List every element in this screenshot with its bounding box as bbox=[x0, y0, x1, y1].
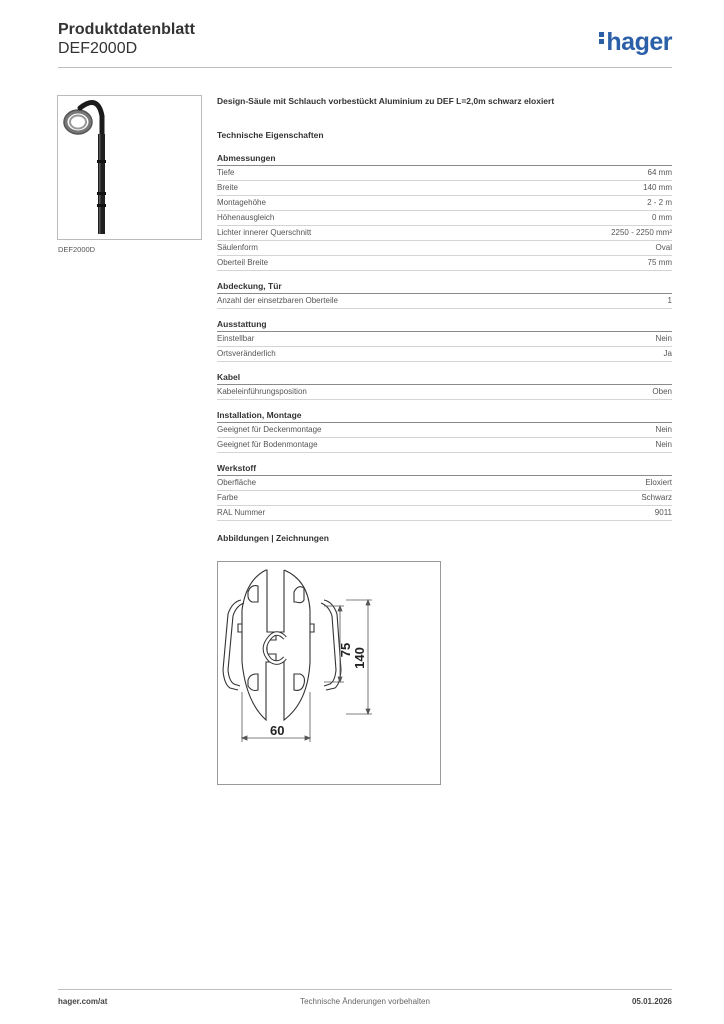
spec-content bbox=[217, 96, 672, 547]
spec-label: Breite bbox=[217, 183, 238, 192]
spec-label: Lichter innerer Querschnitt bbox=[217, 228, 312, 237]
dimension-outer-label: 140 bbox=[352, 647, 367, 669]
spec-section bbox=[217, 280, 672, 309]
spec-value: 64 mm bbox=[647, 168, 672, 177]
section-title: Kabel bbox=[217, 371, 672, 385]
spec-row bbox=[217, 241, 672, 256]
section-title: Werkstoff bbox=[217, 462, 672, 476]
image-caption: DEF2000D bbox=[58, 245, 96, 254]
header-divider bbox=[58, 67, 672, 68]
spec-row bbox=[217, 506, 672, 521]
spec-label: Ortsveränderlich bbox=[217, 349, 276, 358]
section-title: Abdeckung, Tür bbox=[217, 280, 672, 294]
spec-label: Farbe bbox=[217, 493, 238, 502]
spec-value: Oval bbox=[655, 243, 672, 252]
product-description: Design-Säule mit Schlauch vorbestückt Aluminium zu DEF L=2,0m schwarz eloxiert bbox=[217, 96, 555, 106]
spec-row bbox=[217, 332, 672, 347]
technical-drawing bbox=[217, 561, 441, 785]
spec-value: Eloxiert bbox=[645, 478, 672, 487]
design-column-icon bbox=[58, 96, 201, 239]
spec-section bbox=[217, 152, 672, 271]
section-title: Installation, Montage bbox=[217, 409, 672, 423]
spec-label: Kabeleinführungsposition bbox=[217, 387, 307, 396]
spec-value: 1 bbox=[667, 296, 672, 305]
page-header bbox=[58, 20, 672, 58]
spec-row bbox=[217, 385, 672, 400]
spec-label: RAL Nummer bbox=[217, 508, 266, 517]
footer-date: 05.01.2026 bbox=[631, 997, 672, 1006]
spec-value: 140 mm bbox=[643, 183, 672, 192]
spec-row bbox=[217, 211, 672, 226]
spec-label: Höhenausgleich bbox=[217, 213, 275, 222]
dimension-width-label: 60 bbox=[270, 723, 285, 738]
spec-value: 0 mm bbox=[652, 213, 672, 222]
spec-row bbox=[217, 196, 672, 211]
spec-section bbox=[217, 462, 672, 521]
spec-section bbox=[217, 371, 672, 400]
hager-logo bbox=[599, 28, 672, 57]
footer-website[interactable]: hager.com/at bbox=[58, 997, 108, 1006]
spec-value: Ja bbox=[663, 349, 672, 358]
spec-value: Nein bbox=[655, 334, 672, 343]
spec-section bbox=[217, 318, 672, 362]
spec-value: Oben bbox=[652, 387, 672, 396]
spec-label: Geeignet für Deckenmontage bbox=[217, 425, 322, 434]
spec-value: 75 mm bbox=[647, 258, 672, 267]
logo-dots-icon bbox=[599, 30, 604, 46]
spec-label: Oberfläche bbox=[217, 478, 257, 487]
spec-value: 9011 bbox=[654, 508, 672, 517]
spec-sections bbox=[217, 152, 672, 521]
spec-label: Tiefe bbox=[217, 168, 235, 177]
spec-row bbox=[217, 294, 672, 309]
spec-label: Montagehöhe bbox=[217, 198, 266, 207]
spec-row bbox=[217, 438, 672, 453]
figures-heading: Abbildungen | Zeichnungen bbox=[217, 533, 329, 543]
spec-value: 2250 - 2250 mm² bbox=[611, 228, 672, 237]
spec-row bbox=[217, 256, 672, 271]
spec-row bbox=[217, 423, 672, 438]
spec-value: Schwarz bbox=[641, 493, 672, 502]
cross-section-drawing bbox=[218, 562, 440, 784]
spec-label: Anzahl der einsetzbaren Oberteile bbox=[217, 296, 338, 305]
spec-value: Nein bbox=[655, 440, 672, 449]
section-title: Abmessungen bbox=[217, 152, 672, 166]
footer-divider bbox=[58, 989, 672, 990]
spec-row bbox=[217, 226, 672, 241]
spec-label: Oberteil Breite bbox=[217, 258, 269, 267]
spec-label: Säulenform bbox=[217, 243, 258, 252]
spec-row bbox=[217, 181, 672, 196]
spec-row bbox=[217, 166, 672, 181]
spec-label: Einstellbar bbox=[217, 334, 255, 343]
spec-label: Geeignet für Bodenmontage bbox=[217, 440, 318, 449]
product-image bbox=[57, 95, 202, 240]
spec-row bbox=[217, 491, 672, 506]
document-title: Produktdatenblatt bbox=[58, 21, 195, 38]
dimension-inner-label: 75 bbox=[338, 642, 353, 658]
product-code: DEF2000D bbox=[58, 40, 138, 57]
spec-section bbox=[217, 409, 672, 453]
spec-row bbox=[217, 347, 672, 362]
spec-value: Nein bbox=[655, 425, 672, 434]
logo-text: hager bbox=[606, 28, 672, 56]
tech-properties-heading: Technische Eigenschaften bbox=[217, 130, 324, 140]
spec-row bbox=[217, 476, 672, 491]
section-title: Ausstattung bbox=[217, 318, 672, 332]
footer-notice: Technische Änderungen vorbehalten bbox=[300, 997, 430, 1006]
spec-value: 2 - 2 m bbox=[647, 198, 672, 207]
